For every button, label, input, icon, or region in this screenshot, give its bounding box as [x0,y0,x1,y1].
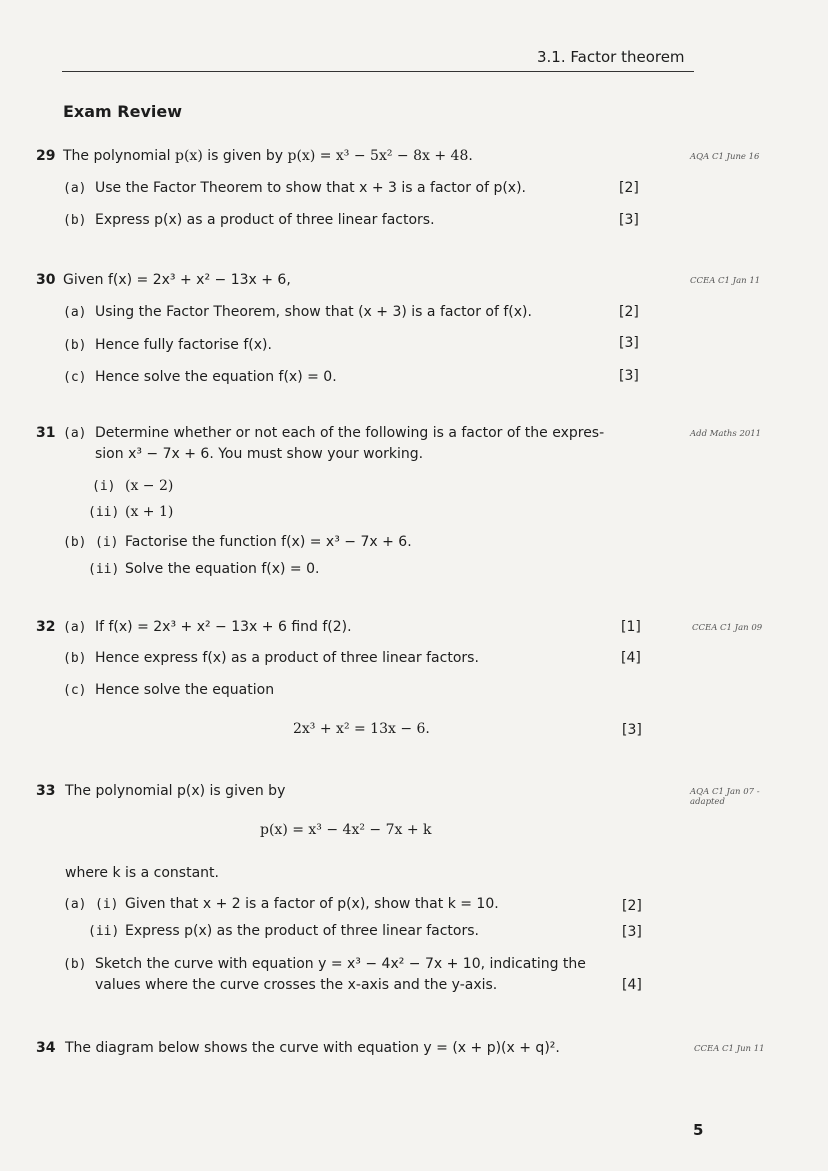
subpart-label: (ii) [88,505,120,520]
marks: [3] [622,924,642,940]
question-number: 31 [36,425,56,441]
question-stem: The polynomial p(x) is given by p(x) = x³ − 5x² − 8x + 48. [63,148,473,164]
display-equation: 2x³ + x² = 13x − 6. [293,721,430,737]
part-text: Hence solve the equation f(x) = 0. [95,369,337,385]
part-text: Determine whether or not each of the following is a factor of the expres- [95,425,605,441]
marks: [3] [619,335,639,351]
part-label: (a) [63,181,87,196]
question-number: 29 [36,148,56,164]
part-label: (b) [63,338,87,353]
part-text-continued: sion x³ − 7x + 6. You must show your working. [95,446,424,462]
question-number: 30 [36,272,56,288]
question-stem: The diagram below shows the curve with equation y = (x + p)(x + q)². [65,1040,560,1056]
question-stem: Given f(x) = 2x³ + x² − 13x + 6, [63,272,291,288]
part-text: Hence express f(x) as a product of three linear factors. [95,650,479,666]
source-citation: CCEA C1 Jun 11 [694,1044,765,1054]
part-label: (c) [63,683,87,698]
part-text-continued: values where the curve crosses the x-axis and the y-axis. [95,977,498,993]
part-text: Hence fully factorise f(x). [95,337,272,353]
header-rule [62,71,694,72]
subpart-text: (x + 1) [125,504,174,520]
part-text: Hence solve the equation [95,682,275,698]
source-citation-continued: adapted [690,797,725,807]
marks: [3] [622,722,642,738]
question-stem: The polynomial p(x) is given by [65,783,286,799]
part-label: (a) [63,620,87,635]
part-label: (a) [63,897,87,912]
marks: [2] [619,304,639,320]
question-text: where k is a constant. [65,865,219,881]
source-citation: CCEA C1 Jan 09 [692,623,763,633]
page-number: 5 [693,1121,704,1139]
subpart-text: Express p(x) as the product of three linear factors. [125,923,479,939]
running-header: 3.1. Factor theorem [537,48,685,66]
subpart-text: (x − 2) [125,478,174,494]
subpart-label: (ii) [88,924,120,939]
marks: [4] [621,650,641,666]
subpart-label: (i) [92,479,116,494]
part-text: Using the Factor Theorem, show that (x + 3) is a factor of f(x). [95,304,532,320]
source-citation: AQA C1 Jan 07 - [690,787,760,797]
subpart-text: Factorise the function f(x) = x³ − 7x + 6. [125,534,412,550]
part-text: Express p(x) as a product of three linear factors. [95,212,435,228]
part-label: (a) [63,305,87,320]
display-equation: p(x) = x³ − 4x² − 7x + k [260,822,432,838]
subpart-label: (i) [95,535,119,550]
marks: [1] [621,619,641,635]
source-citation: Add Maths 2011 [690,429,762,439]
part-text: Sketch the curve with equation y = x³ − 4x² − 7x + 10, indicating the [95,956,586,972]
part-label: (c) [63,370,87,385]
marks: [3] [619,368,639,384]
marks: [2] [622,898,642,914]
marks: [3] [619,212,639,228]
question-number: 32 [36,619,56,635]
marks: [2] [619,180,639,196]
subpart-text: Solve the equation f(x) = 0. [125,561,320,577]
question-number: 33 [36,783,56,799]
part-label: (a) [63,426,87,441]
subpart-label: (i) [95,897,119,912]
part-label: (b) [63,213,87,228]
question-number: 34 [36,1040,56,1056]
marks: [4] [622,977,642,993]
subpart-label: (ii) [88,562,120,577]
part-label: (b) [63,651,87,666]
subpart-text: Given that x + 2 is a factor of p(x), show that k = 10. [125,896,499,912]
part-label: (b) [63,535,87,550]
part-text: Use the Factor Theorem to show that x + 3 is a factor of p(x). [95,180,526,196]
source-citation: CCEA C1 Jan 11 [690,276,761,286]
part-label: (b) [63,957,87,972]
source-citation: AQA C1 June 16 [690,152,760,162]
section-title: Exam Review [63,102,183,121]
part-text: If f(x) = 2x³ + x² − 13x + 6 find f(2). [95,619,352,635]
